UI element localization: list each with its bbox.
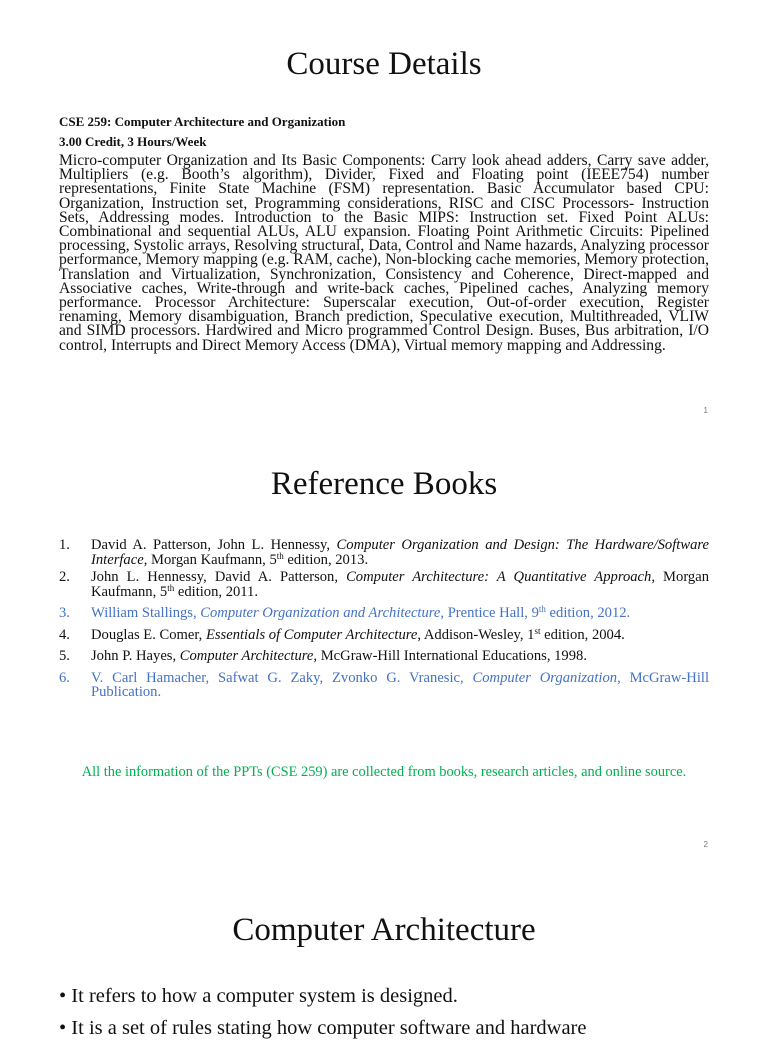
reference-book-title: Essentials of Computer Architecture bbox=[205, 626, 418, 643]
reference-publisher: , Morgan Kaufmann, 5 bbox=[91, 569, 709, 600]
reference-item-2 bbox=[59, 570, 709, 599]
reference-superscript: th bbox=[538, 604, 546, 614]
reference-number: 4. bbox=[59, 626, 70, 643]
reference-edition: edition, 2004. bbox=[540, 626, 625, 643]
reference-item-5 bbox=[59, 649, 709, 664]
reference-book-title: Computer Architecture: A Quantitative Approach bbox=[346, 569, 652, 585]
reference-item-6 bbox=[59, 671, 709, 700]
reference-authors: John P. Hayes, bbox=[91, 648, 180, 664]
reference-number: 6. bbox=[59, 669, 70, 686]
slide-2-title: Reference Books bbox=[270, 466, 498, 502]
reference-publisher: , Addison-Wesley, 1 bbox=[417, 626, 535, 643]
course-credit: 3.00 Credit, 3 Hours/Week bbox=[59, 134, 207, 149]
bullet-item-1: • It refers to how a computer system is designed. bbox=[59, 985, 458, 1007]
bullet-item-2: • It is a set of rules stating how computer software and hardware bbox=[59, 1017, 587, 1039]
reference-number: 5. bbox=[59, 648, 70, 664]
reference-book-title: Computer Architecture bbox=[179, 648, 314, 664]
reference-authors: V. Carl Hamacher, Safwat G. Zaky, Zvonko G. Vranesic, bbox=[91, 669, 473, 686]
reference-item-4 bbox=[59, 625, 709, 643]
course-description: Micro-computer Organization and Its Basic Components: Carry look ahead adders, Carry save adder, Multipliers (e.g. Booth’s algorithm), Divider, Fixed and Floating point (IEEE754) number representations, Finite State Machine (FSM) representation. Basic Accumulator based CPU: Organization, Instruction set, Programming considerations, RISC and CISC Processors- Instruction Sets, Addressing modes. Introduction to the Basic MIPS: Instruction set. Fixed Point ALUs: Combinational and sequential ALUs, ALU expansion. Floating Point Arithmetic Circuits: Pipelined processing, Systolic arrays, Resolving structural, Data, Control and Name hazards, Analyzing processor performance, Memory mapping (e.g. RAM, cache), Non-blocking cache memories, Memory protection, Translation and Virtualization, Synchronization, Consistency and Coherence, Direct-mapped and Associative caches, Write-through and write-back caches, Pipelined caches, Analyzing memory performance. Processor Architecture: Superscalar execution, Out-of-order execution, Register renaming, Memory disambiguation, Branch prediction, Speculative execution, Multithreaded, VLIW and SIMD processors. Hardwired and Micro programmed Control Design. Buses, Bus arbitration, I/O control, Interrupts and Direct Memory Access (DMA), Virtual memory mapping and Addressing. bbox=[59, 152, 709, 354]
reference-authors: John L. Hennessy, David A. Patterson, bbox=[91, 569, 347, 585]
slide-3-title: Computer Architecture bbox=[232, 912, 536, 948]
reference-authors: David A. Patterson, John L. Hennessy, bbox=[91, 537, 337, 553]
reference-publisher: , Morgan Kaufmann, 5 bbox=[143, 551, 277, 568]
source-note: All the information of the PPTs (CSE 259) are collected from books, research articles, and online source. bbox=[81, 764, 687, 780]
reference-publisher: , McGraw-Hill International Educations, 1998. bbox=[313, 648, 587, 664]
reference-edition: edition, 2012. bbox=[545, 605, 631, 621]
reference-authors: Douglas E. Comer, bbox=[91, 626, 206, 643]
page-number-1: 1 bbox=[703, 406, 708, 415]
reference-authors: William Stallings, bbox=[91, 605, 201, 621]
reference-superscript: th bbox=[167, 582, 175, 593]
reference-publisher: , Prentice Hall, 9 bbox=[440, 605, 539, 621]
reference-list bbox=[59, 538, 709, 700]
reference-number: 2. bbox=[59, 569, 70, 585]
reference-number: 3. bbox=[59, 605, 70, 621]
reference-book-title: Computer Organization and Design: The Hardware/Software Interface bbox=[91, 537, 709, 568]
reference-superscript: th bbox=[276, 550, 284, 561]
reference-edition: edition, 2013. bbox=[283, 551, 369, 568]
reference-publisher: , McGraw-Hill Publication. bbox=[91, 669, 709, 700]
page-number-2: 2 bbox=[703, 840, 708, 849]
reference-edition: edition, 2011. bbox=[174, 583, 258, 600]
reference-book-title: Computer Organization bbox=[472, 669, 618, 686]
reference-superscript: st bbox=[534, 625, 541, 636]
reference-number: 1. bbox=[59, 537, 70, 553]
reference-item-1 bbox=[59, 538, 709, 567]
reference-item-3 bbox=[59, 606, 709, 621]
slide-1-title: Course Details bbox=[286, 46, 482, 82]
reference-book-title: Computer Organization and Architecture bbox=[200, 605, 441, 621]
course-code: CSE 259: Computer Architecture and Organization bbox=[59, 114, 346, 129]
